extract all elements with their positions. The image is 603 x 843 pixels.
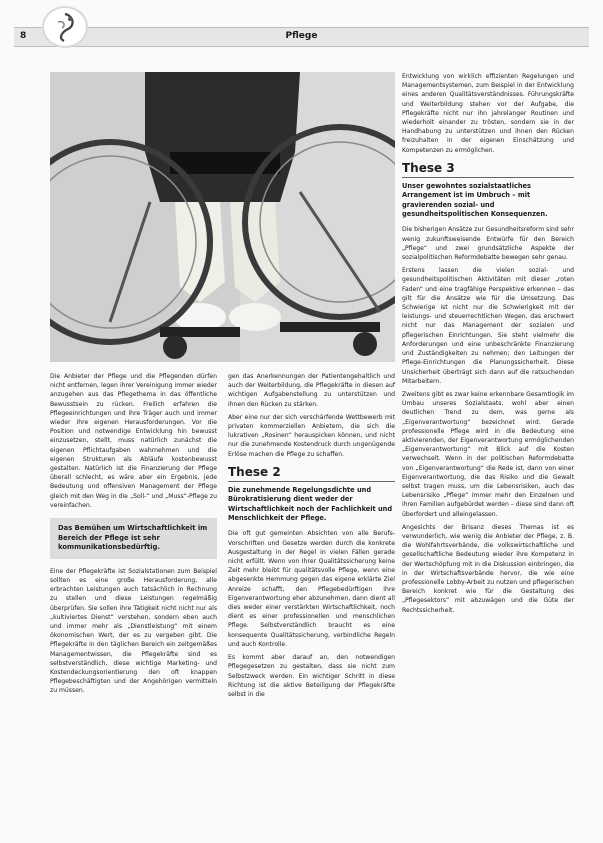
column-1 <box>50 372 217 700</box>
section-title: Pflege <box>285 31 318 41</box>
paragraph: Eine der Pflegekräfte ist Sozialstationen zum Beispiel sollten es eine große Herausforderung, alle erbrachten Leistungen auch tatsächlich in Rechnung zu stellen und diese Leistungen regelmäßig überprüfen. Sie sollen ihre Tätigkeit nicht nicht nur als „kultiviertes Dienst“ verstehen, sondern eben auch und immer mehr als „Dienstleistung“ mit einem ökonomischen Wert, der es zu vergeben gibt. Die Pflegekräfte in den täglichen Bereich ein zeitgemäßes Managementwissen, die Pflegekräfte sind es selbstverständlich, diese wichtige Marketing- und Kostendeckungsorientierung den oft knappen Pflegebeschäftigten und der Angehörigen vermitteln zu müssen. <box>50 567 217 695</box>
section-heading: These 3 <box>402 161 574 178</box>
thesis-statement: Die zunehmende Regelungsdichte und Bürokratisierung dient weder der Wirtschaftlichkeit noch der Fachlichkeit und Menschlichkeit der Pflege. <box>228 485 393 523</box>
highlight-box: Das Bemühen um Wirtschaftlichkeit im Bereich der Pflege ist sehr kommunikationsbedürftig. <box>50 518 217 559</box>
section-heading: These 2 <box>228 465 395 482</box>
swirl-logo-icon <box>44 8 86 46</box>
wheelchair-image <box>50 72 395 362</box>
page-number: 8 <box>20 31 27 41</box>
column-3 <box>402 72 574 619</box>
paragraph: Es kommt aber darauf an, den notwendigen Pflegegesetzen zu gestalten, dass sie nicht zum Selbstzweck werden. Ein wichtiger Schritt in diese Richtung ist die aktive Beteiligung der Pflegekräfte selbst in die <box>228 654 395 698</box>
paragraph: Die oft gut gemeinten Absichten von alle Berufs- Vorschriften und Gesetze werden durch die konkrete Ausgestaltung in der Regel in vielen Fällen gerade nicht erfüllt. Wenn von Ihrer Qualitätssicherung keine Zeit mehr bleibt für qualitätsvolle Pflege, wenn eine abgesenkte Hemmung gegen das eigene erklärte Ziel Anreize schafft, den Pflegebedürftigen ihre Eigenverantwortung eher abzunehmen, dann dient all dies weder einer verstärkten Wirtschaftlichkeit, noch dient es einer professionellen und menschlichen Pflege. Selbstverständlich braucht es eine konsequente Qualitätssicherung, verbindliche Regeln und auch Kontrolle. <box>228 530 395 648</box>
column-2 <box>228 372 395 703</box>
thesis-statement: Unser gewohntes sozialstaatliches Arrangement ist im Umbruch – mit gravierenden sozial- und gesundheitspolitischen Konsequenzen. <box>402 181 548 219</box>
paragraph: Die Anbieter der Pflege und die Pflegenden dürfen nicht entfernen, legen ihrer Vereinigung immer wieder anzugehen aus das Pflegethema in das öffentliche Bewusstsein zu rücken. Freilich erfahren die Pflegeeinrichtungen und ihre Träger auch und immer wieder ihre eigenen Herausforderungen. Vor die Position und notwendige Entwicklung hin bewusst einzusetzen, stellt, muss natürlich zunächst die eigenen Pflichtaufgaben wahrnehmen und die eigenen Strukturen als Abläufe kostenbewusst gestalten. Natürlich ist die Finanzierung der Pflege überall schlecht, es wäre aber ein Ergebnis, jede Bedeutung und offensiven Management der Pflege gleich mit den Weg in die „Soll-“ und „Muss“-Pflege zu vereinfachen. <box>50 373 217 509</box>
paragraph: gen das Anerkennungen der Patientengehaltlich und auch der Weiterbildung, die Pflegekräfte in diesen auf wichtigen Aufgabenstellung zu unterstützen und ihnen den Rücken zu stärken. <box>228 373 395 408</box>
wheelchair-photo <box>50 72 395 362</box>
paragraph: Zweitens gibt es zwar keine erkennbare Gesamtlogik im Umbau unseres Sozialstaats, wohl aber einen deutlichen Trend zu dem, was gerne als „Eigenverantwortung“ bezeichnet wird. Gerade professionelle Pflege wird in die Bedeutung eine aktivierenden, der Eigenverantwortung ermöglichenden „Eigenverantwortung“ mit Blick auf die Kosten verwechselt. Wenn in der politischen Reformdebatte von „Eigenverantwortung“ die Rede ist, dann von einer Eigenverantwortung, die das Risiko und die Gewalt selbst tragen muss, um die Lebensrisiken, auch das Lebensrisiko „Pflege“ immer mehr den Einzelnen und ihren Familien aufgebürdet werden – diese sind dann oft überfordert und alleingelassen. <box>402 390 574 518</box>
paragraph: Angesichts der Brisanz dieses Themas ist es verwunderlich, wie wenig die Anbieter der Pflege, z. B. die Wohlfahrtsverbände, die volkswirtschaftliche und gesellschaftliche Bedeutung wieder ihre Kompetenz in der Wertschöpfung mit in die Diskussion einbringen, die in der Wirtschaftsverbände hervor, die wie eine professionelle Lobby-Arbeit zu nutzen und pflegerischen Bereich konkret wie für die Gestaltung des „Pflegesektors“ mit abzuwägen und die Güte der Rechtssicherheit. <box>402 523 574 614</box>
paragraph: Aber eine nur der sich verschärfende Wettbewerb mit privaten kommerziellen Anbietern, die sich die lukrativen „Rosinen“ herauspicken können, und nicht nur die zunehmende Kostendruck durch ungenügende Erlöse machen die Pflege zu schaffen. <box>228 413 395 458</box>
publication-logo <box>42 6 88 48</box>
paragraph: Entwicklung von wirklich effizienten Regelungen und Managementsystemen, zum Beispiel in der Entwicklung eines anderen Qualitätsverständnisses. Führungskräfte und Weiterbildung stehen vor der Aufgabe, die Pflegekräfte nicht nur ihn jahrelanger Routinen und wiederholt einander zu trösten, sondern sie in der Handhabung zu unterstützen und ihnen den Rücken freizuhalten in der eigenen Einschätzung und Kompetenzen zu ermöglichen. <box>402 73 574 154</box>
paragraph: Die bisherigen Ansätze zur Gesundheitsreform sind sehr wenig zukunftsweisende Entwürfe für den Bereich „Pflege“ und zwei grundsätzliche Aspekte der sozialpolitischen Reformdebatte bewegen sehr genau. <box>402 226 574 262</box>
header-bar <box>14 27 589 47</box>
paragraph: Erstens lassen die vielen sozial- und gesundheitspolitischen Aktivitäten mit dieser „roten Faden“ und eine tragfähige Perspektive erkennen – das gilt für die Ansätze wie für die Umsetzung. Das Schwierige ist nicht nur die Schwierigkeit mit der leistungs- und steuerrechtlichen Wegen, das erschwert nicht nur das Management der sozialen und pflegerischen Einrichtungen. Sie steht vielmehr die Anforderungen und eine unbeschränkte Finanzierung und Zuständigkeiten zu nehmen; den Leitungen der Pflege-Einrichtungen die Planungssicherheit. Diese Unsicherheit überträgt sich dann auf die ratsuchenden Mitarbeitern. <box>402 267 574 385</box>
